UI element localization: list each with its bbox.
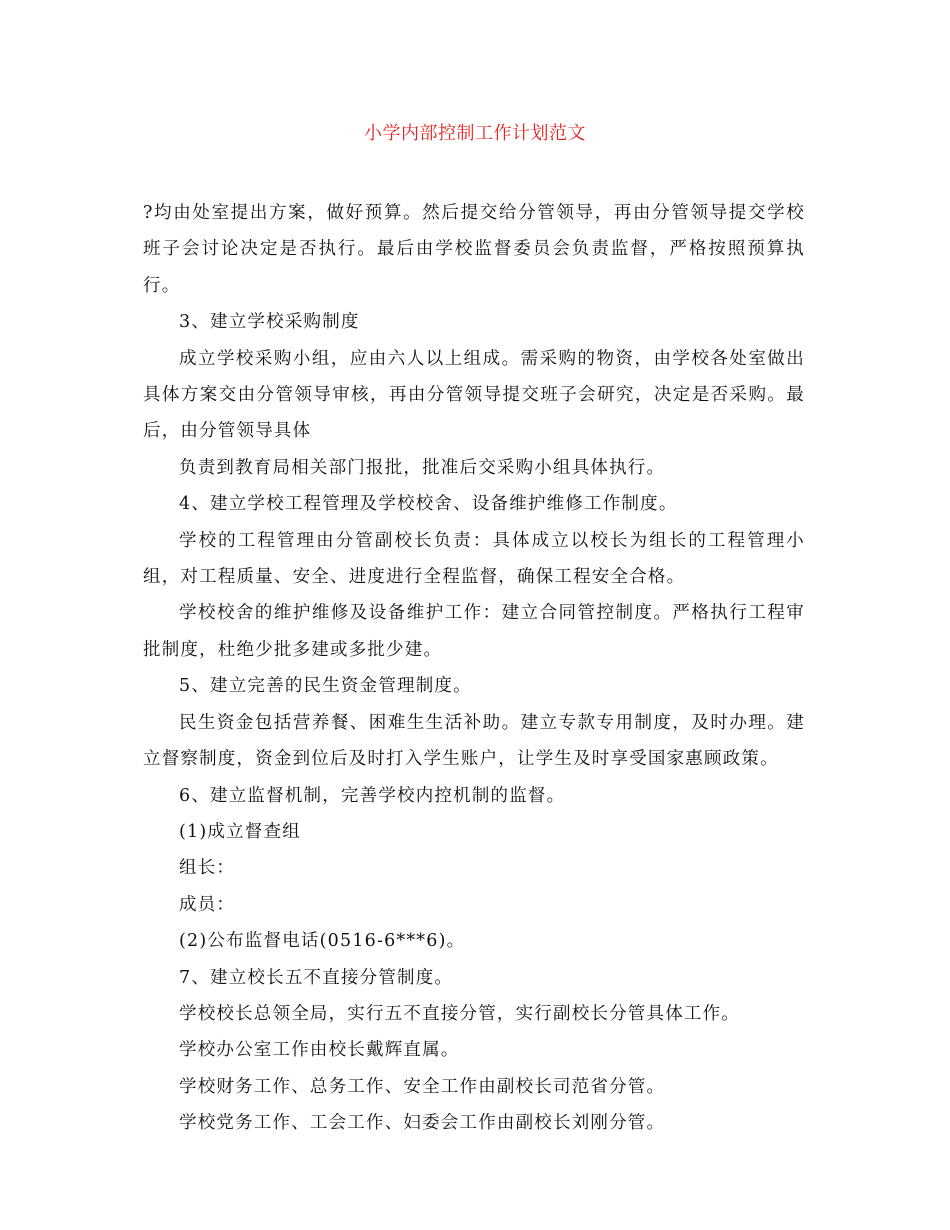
paragraph-finance: 学校财务工作、总务工作、安全工作由副校长司范省分管。 bbox=[179, 1076, 666, 1097]
paragraph-engineering-management: 学校的工程管理由分管副校长负责：具体成立以校长为组长的工程管理小组，对工程质量、安全、进度进行全程监督，确保工程安全合格。 bbox=[143, 530, 805, 588]
heading-procurement: 3、建立学校采购制度 bbox=[179, 312, 360, 333]
paragraph-office: 学校办公室工作由校长戴辉直属。 bbox=[179, 1040, 460, 1061]
paragraph-maintenance: 学校校舍的维护维修及设备维护工作：建立合同管控制度。严格执行工程审批制度，杜绝少批多建或多批少建。 bbox=[143, 603, 805, 660]
document-body bbox=[143, 195, 805, 1142]
item-hotline: (2)公布监督电话(0516-6***6)。 bbox=[179, 931, 466, 952]
heading-livelihood-funds: 5、建立完善的民生资金管理制度。 bbox=[179, 676, 472, 697]
document-title: 小学内部控制工作计划范文 bbox=[364, 123, 586, 144]
item-inspection-group: (1)成立督查组 bbox=[179, 821, 301, 842]
heading-supervision: 6、建立监督机制，完善学校内控机制的监督。 bbox=[179, 785, 566, 806]
paragraph-procurement-group: 成立学校采购小组，应由六人以上组成。需采购的物资，由学校各处室做出具体方案交由分管领导审核，再由分管领导提交班子会研究，决定是否采购。最后，由分管领导具体 bbox=[143, 348, 805, 442]
item-group-leader: 组长： bbox=[179, 858, 236, 879]
paragraph-procurement-approval: 负责到教育局相关部门报批，批准后交采购小组具体执行。 bbox=[179, 457, 666, 478]
heading-engineering: 4、建立学校工程管理及学校校舍、设备维护维修工作制度。 bbox=[179, 494, 678, 515]
item-members: 成员： bbox=[179, 894, 236, 915]
paragraph-principal-overall: 学校校长总领全局，实行五不直接分管，实行副校长分管具体工作。 bbox=[179, 1003, 740, 1024]
paragraph-livelihood-funds: 民生资金包括营养餐、困难生生活补助。建立专款专用制度，及时办理。建立督察制度，资金到位后及时打入学生账户，让学生及时享受国家惠顾政策。 bbox=[143, 712, 805, 770]
paragraph-budget: ?均由处室提出方案，做好预算。然后提交给分管领导，再由分管领导提交学校班子会讨论决定是否执行。最后由学校监督委员会负责监督，严格按照预算执行。 bbox=[143, 203, 805, 296]
paragraph-party-affairs: 学校党务工作、工会工作、妇委会工作由副校长刘刚分管。 bbox=[179, 1113, 666, 1134]
heading-principal-system: 7、建立校长五不直接分管制度。 bbox=[179, 967, 454, 988]
